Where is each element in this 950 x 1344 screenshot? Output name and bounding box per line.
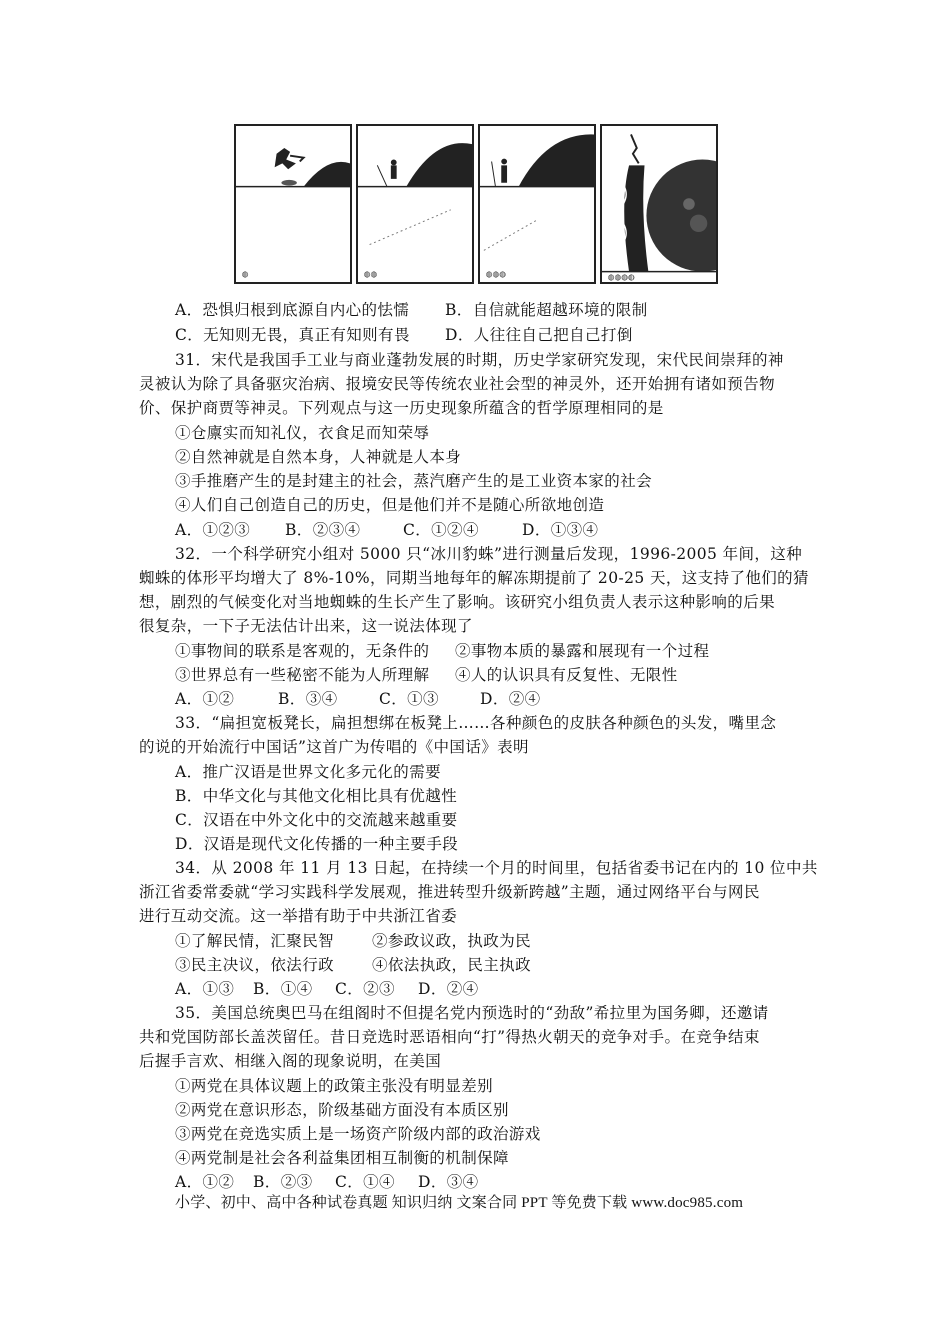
q35-statement: ①两党在具体议题上的政策主张没有明显差别 <box>175 1077 494 1095</box>
q31-statement: ①仓廪实而知礼仪，衣食足而知荣辱 <box>175 424 430 442</box>
q34-option-a[interactable]: A．①③ <box>175 980 235 998</box>
q32-option-b[interactable]: B．③④ <box>278 690 338 708</box>
q32-stem-line: 想，剧烈的气候变化对当地蜘蛛的生长产生了影响。该研究小组负责人表示这种影响的后果 <box>139 593 776 611</box>
q34-statement: ①了解民情，汇聚民智 <box>175 932 335 950</box>
q33-option-c[interactable]: C．汉语在中外文化中的交流越来越重要 <box>175 811 458 829</box>
q34-statement: ③民主决议，依法行政 <box>175 956 335 974</box>
q34-statement: ②参政议政，执政为民 <box>372 932 532 950</box>
q30-option-d[interactable]: D．人往往自己把自己打倒 <box>445 326 633 344</box>
q31-stem-line: 31．宋代是我国手工业与商业蓬勃发展的时期，历史学家研究发现，宋代民间崇拜的神 <box>175 351 784 369</box>
q32-statement: ④人的认识具有反复性、无限性 <box>455 666 678 684</box>
comic-panel-3 <box>478 124 596 284</box>
q35-stem-line: 共和党国防部长盖茨留任。昔日竞选时恶语相向“打”得热火朝天的竞争对手。在竞争结束 <box>139 1028 760 1046</box>
svg-text:◍: ◍ <box>241 269 249 279</box>
comic-strip <box>234 124 718 286</box>
q34-stem-line: 浙江省委常委就“学习实践科学发展观，推进转型升级新跨越”主题，通过网络平台与网民 <box>139 883 760 901</box>
q34-stem-line: 进行互动交流。这一举措有助于中共浙江省委 <box>139 907 458 925</box>
q32-statement: ③世界总有一些秘密不能为人所理解 <box>175 666 430 684</box>
q31-stem-line: 灵被认为除了具备驱灾治病、报境安民等传统农业社会型的神灵外，还开始拥有诸如预告物 <box>139 375 776 393</box>
q34-statement: ④依法执政，民主执政 <box>372 956 532 974</box>
q31-stem-line: 价、保护商贾等神灵。下列观点与这一历史现象所蕴含的哲学原理相同的是 <box>139 399 664 417</box>
comic-panel-2 <box>356 124 474 284</box>
q32-statement: ②事物本质的暴露和展现有一个过程 <box>455 642 710 660</box>
q34-option-b[interactable]: B．①④ <box>253 980 313 998</box>
svg-text:◍◍: ◍◍ <box>363 269 378 279</box>
q35-statement: ②两党在意识形态，阶级基础方面没有本质区别 <box>175 1101 509 1119</box>
q33-option-a[interactable]: A．推广汉语是世界文化多元化的需要 <box>175 763 441 781</box>
q31-option-c[interactable]: C．①②④ <box>403 521 479 539</box>
q31-statement: ④人们自己创造自己的历史，但是他们并不是随心所欲地创造 <box>175 496 605 514</box>
q35-statement: ④两党制是社会各利益集团相互制衡的机制保障 <box>175 1149 509 1167</box>
q32-stem-line: 32．一个科学研究小组对 5000 只“冰川豹蛛”进行测量后发现，1996-2005 年间，这种 <box>175 545 803 563</box>
q35-stem-line: 35．美国总统奥巴马在组阁时不但提名党内预选时的“劲敌”希拉里为国务卿，还邀请 <box>175 1004 769 1022</box>
q30-option-b[interactable]: B．自信就能超越环境的限制 <box>445 301 648 319</box>
footer-download-banner[interactable]: 小学、初中、高中各种试卷真题 知识归纳 文案合同 PPT 等免费下载 www.doc985.com <box>175 1195 744 1211</box>
q34-option-c[interactable]: C．②③ <box>335 980 395 998</box>
q32-option-d[interactable]: D．②④ <box>480 690 541 708</box>
q35-option-b[interactable]: B．②③ <box>253 1173 313 1191</box>
q32-stem-line: 蜘蛛的体形平均增大了 8%-10%，同期当地每年的解冻期提前了 20-25 天，这支持了他们的猜 <box>139 569 809 587</box>
q31-option-d[interactable]: D．①③④ <box>522 521 599 539</box>
q31-option-b[interactable]: B．②③④ <box>285 521 361 539</box>
svg-text:◍◍◍: ◍◍◍ <box>485 269 507 279</box>
q30-option-a[interactable]: A．恐惧归根到底源自内心的怯懦 <box>175 301 410 319</box>
q33-option-d[interactable]: D．汉语是现代文化传播的一种主要手段 <box>175 835 459 853</box>
q30-option-c[interactable]: C．无知则无畏，真正有知则有畏 <box>175 326 410 344</box>
q32-statement: ①事物间的联系是客观的，无条件的 <box>175 642 430 660</box>
q35-statement: ③两党在竞选实质上是一场资产阶级内部的政治游戏 <box>175 1125 541 1143</box>
q33-stem-line: 的说的开始流行中国话”这首广为传唱的《中国话》表明 <box>139 738 529 756</box>
q32-option-c[interactable]: C．①③ <box>379 690 439 708</box>
q32-stem-line: 很复杂，一下子无法估计出来，这一说法体现了 <box>139 617 473 635</box>
q32-option-a[interactable]: A．①② <box>175 690 235 708</box>
q35-option-c[interactable]: C．①④ <box>335 1173 395 1191</box>
svg-text:◍◍◍◍: ◍◍◍◍ <box>607 272 635 282</box>
comic-panel-1 <box>234 124 352 284</box>
q31-statement: ③手推磨产生的是封建主的社会，蒸汽磨产生的是工业资本家的社会 <box>175 472 653 490</box>
q35-option-d[interactable]: D．③④ <box>418 1173 479 1191</box>
q33-stem-line: 33．“扁担宽板凳长，扁担想绑在板凳上……各种颜色的皮肤各种颜色的头发，嘴里念 <box>175 714 777 732</box>
comic-panel-4 <box>600 124 718 284</box>
q34-stem-line: 34．从 2008 年 11 月 13 日起，在持续一个月的时间里，包括省委书记在内的 10 位中共 <box>175 859 818 877</box>
q34-option-d[interactable]: D．②④ <box>418 980 479 998</box>
q31-statement: ②自然神就是自然本身，人神就是人本身 <box>175 448 462 466</box>
q35-stem-line: 后握手言欢、相继入阁的现象说明，在美国 <box>139 1052 442 1070</box>
q35-option-a[interactable]: A．①② <box>175 1173 235 1191</box>
q33-option-b[interactable]: B．中华文化与其他文化相比具有优越性 <box>175 787 458 805</box>
q31-option-a[interactable]: A．①②③ <box>175 521 251 539</box>
